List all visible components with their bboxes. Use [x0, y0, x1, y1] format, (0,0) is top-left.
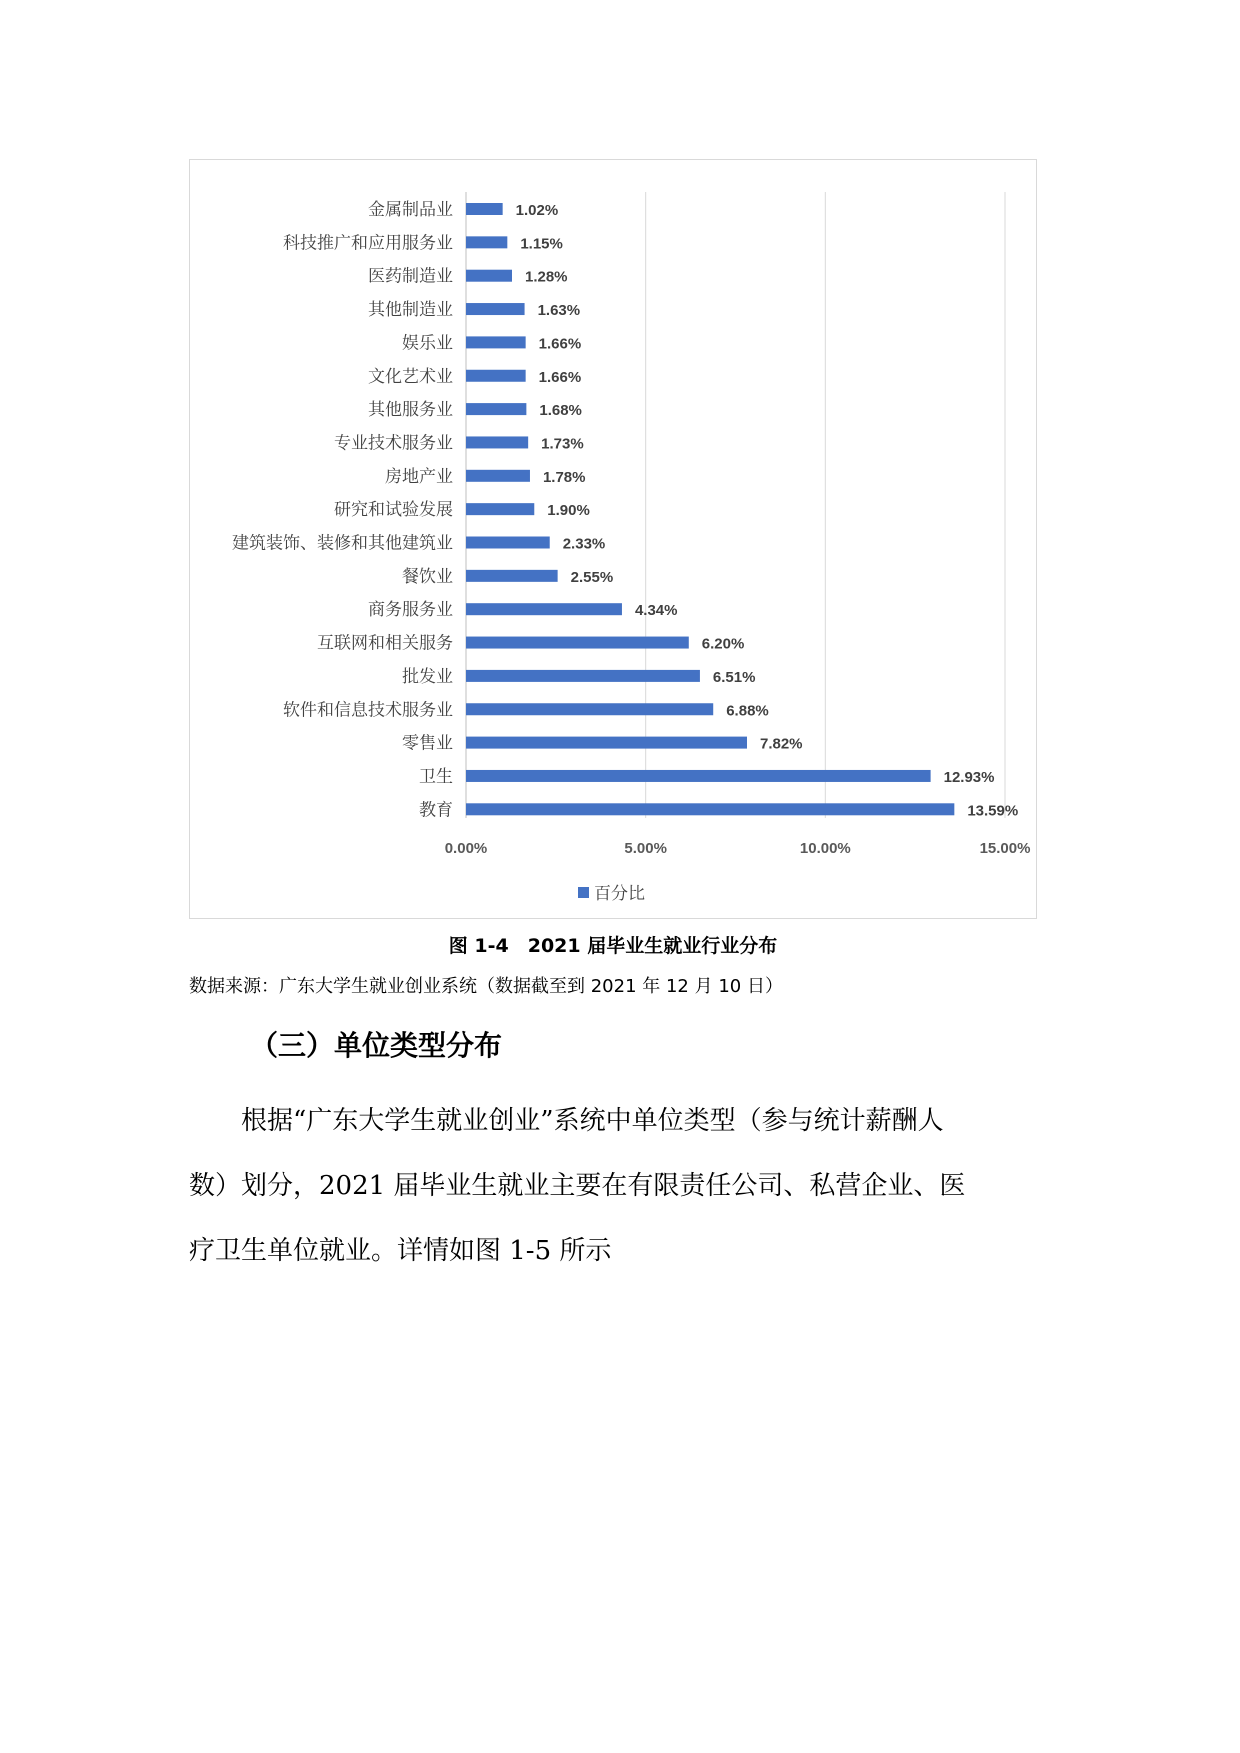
data-label: 6.88%: [726, 702, 769, 720]
category-label: 文化艺术业: [368, 366, 453, 387]
bar: [466, 603, 622, 615]
bar: [466, 370, 526, 382]
industry-distribution-chart: [189, 159, 1037, 919]
data-label: 1.66%: [538, 335, 582, 353]
bar: [466, 470, 530, 482]
category-label: 其他制造业: [368, 300, 453, 321]
bar: [466, 703, 713, 715]
data-label: 1.90%: [547, 502, 590, 520]
bar: [466, 803, 954, 815]
data-source-note: 数据来源：广东大学生就业创业系统（数据截至到 2021 年 12 月 10 日）: [189, 976, 783, 997]
legend-swatch: [578, 887, 589, 898]
x-tick-label: 0.00%: [444, 840, 488, 857]
x-tick-label: 15.00%: [979, 840, 1031, 857]
category-label: 娱乐业: [402, 333, 453, 354]
bar: [466, 336, 526, 348]
category-label: 研究和试验发展: [334, 500, 453, 521]
bar: [466, 670, 700, 682]
category-label: 建筑装饰、装修和其他建筑业: [232, 533, 453, 554]
figure-caption: 图 1-4 2021 届毕业生就业行业分布: [448, 935, 778, 957]
bar-chart-svg: [190, 160, 1036, 918]
category-label: 其他服务业: [368, 400, 453, 421]
bar: [466, 436, 528, 448]
bar: [466, 503, 534, 515]
data-label: 1.28%: [524, 268, 568, 286]
data-label: 1.68%: [539, 402, 582, 420]
data-label: 1.02%: [515, 202, 559, 219]
category-label: 金属制品业: [368, 200, 453, 220]
category-label: 卫生: [419, 766, 453, 787]
category-label: 房地产业: [385, 466, 453, 487]
category-label: 商务服务业: [368, 600, 453, 621]
data-label: 6.51%: [712, 668, 756, 686]
data-label: 7.82%: [759, 735, 803, 753]
category-label: 零售业: [402, 733, 453, 754]
x-tick-label: 10.00%: [799, 840, 851, 857]
section-heading: （三）单位类型分布: [250, 1029, 503, 1062]
category-label: 软件和信息技术服务业: [283, 700, 453, 721]
data-label: 12.93%: [943, 768, 995, 786]
bar: [466, 570, 558, 582]
paragraph-line: 疗卫生单位就业。详情如图 1-5 所示: [189, 1236, 612, 1266]
bar: [466, 203, 503, 215]
category-label: 互联网和相关服务: [317, 633, 453, 654]
bar: [466, 770, 931, 782]
paragraph-line: 根据“广东大学生就业创业”系统中单位类型（参与统计薪酬人: [189, 1106, 944, 1136]
data-label: 1.63%: [537, 302, 581, 320]
bar: [466, 303, 525, 315]
category-label: 医药制造业: [368, 266, 453, 287]
bar: [466, 537, 550, 549]
data-label: 4.34%: [634, 602, 678, 620]
paragraph-line: 数）划分，2021 届毕业生就业主要在有限责任公司、私营企业、医: [189, 1171, 966, 1201]
category-label: 科技推广和应用服务业: [283, 233, 453, 254]
category-label: 教育: [419, 800, 453, 821]
x-tick-label: 5.00%: [624, 840, 667, 857]
data-label: 1.66%: [538, 368, 582, 386]
bar: [466, 737, 747, 749]
data-label: 1.78%: [542, 468, 586, 486]
category-label: 批发业: [402, 666, 453, 687]
data-label: 1.73%: [541, 435, 584, 453]
data-label: 6.20%: [701, 635, 745, 653]
bar: [466, 270, 512, 282]
data-label: 2.55%: [570, 568, 614, 586]
data-label: 1.15%: [520, 235, 563, 253]
bar: [466, 236, 507, 248]
bar: [466, 637, 689, 649]
data-label: 13.59%: [967, 802, 1019, 820]
data-label: 2.33%: [562, 535, 606, 553]
category-label: 专业技术服务业: [334, 433, 453, 454]
bar: [466, 403, 526, 415]
legend-label: 百分比: [594, 884, 645, 904]
category-label: 餐饮业: [402, 566, 453, 587]
